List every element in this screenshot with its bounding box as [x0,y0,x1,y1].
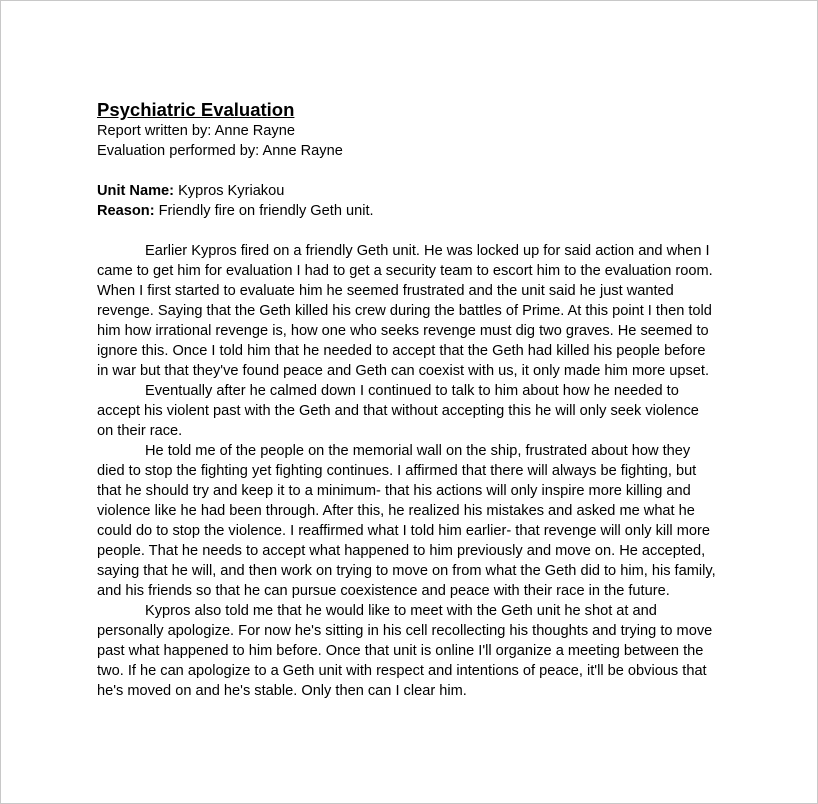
reason-label: Reason: [97,203,155,219]
unit-name-value: Kypros Kyriakou [174,183,285,199]
paragraph-line: came to get him for evaluation I had to get a security team to escort him to the evaluation room. [97,263,713,279]
paragraph-line: When I first started to evaluate him he seemed frustrated and the unit said he just wanted [97,283,674,299]
paragraph-line: him how irrational revenge is, how one who seeks revenge must dig two graves. He seemed to [97,323,709,339]
unit-name-label: Unit Name: [97,183,175,199]
paragraph-line: Kypros also told me that he would like to meet with the Geth unit he shot at and [145,603,657,619]
paragraph-line: Earlier Kypros fired on a friendly Geth unit. He was locked up for said action and when I [145,243,710,259]
body-paragraph [97,441,725,601]
paragraph-line: in war but that they've found peace and Geth can coexist with us, it only made him more upset. [97,363,710,379]
spacer [97,221,725,241]
spacer [97,161,725,181]
paragraph-line: ignore this. Once I told him that he needed to accept that the Geth had killed his people before [97,343,706,359]
paragraph-line: He told me of the people on the memorial wall on the ship, frustrated about how they [145,443,691,459]
body-paragraph [97,601,725,701]
body-paragraph [97,241,725,381]
paragraph-line: past what happened to him before. Once that unit is online I'll organize a meeting between the [97,643,704,659]
reason-row [97,201,725,221]
paragraph-line: on their race. [97,423,183,439]
document-content [97,99,725,701]
document-title: Psychiatric Evaluation [97,99,295,120]
paragraph-line: that he should try and keep it to a minimum- that his actions will only inspire more killing and [97,483,691,499]
paragraph-line: violence like he had been through. After this, he realized his mistakes and asked me what he [97,503,695,519]
report-author: Report written by: Anne Rayne [97,123,295,139]
paragraph-line: and his friends so that he can pursue coexistence and peace with their race in the future. [97,583,670,599]
paragraph-line: revenge. Saying that the Geth killed his crew during the battles of Prime. At this point I then told [97,303,712,319]
evaluator: Evaluation performed by: Anne Rayne [97,143,343,159]
paragraph-line: personally apologize. For now he's sitting in his cell recollecting his thoughts and trying to move [97,623,713,639]
reason-value: Friendly fire on friendly Geth unit. [154,203,374,219]
paragraph-line: people. That he needs to accept what happened to him previously and move on. He accepted, [97,543,706,559]
body-paragraph [97,381,725,441]
paragraph-line: he's moved on and he's stable. Only then can I clear him. [97,683,467,699]
paragraph-line: could do to stop the violence. I reaffirmed what I told him earlier- that revenge will only kill more [97,523,710,539]
paragraph-line: died to stop the fighting yet fighting continues. I affirmed that there will always be fighting, but [97,463,697,479]
unit-name-row [97,181,725,201]
paragraph-line: Eventually after he calmed down I continued to talk to him about how he needed to [145,383,679,399]
paragraph-line: two. If he can apologize to a Geth unit with respect and intentions of peace, it'll be obvious that [97,663,707,679]
paragraph-line: accept his violent past with the Geth and that without accepting this he will only seek violence [97,403,699,419]
paragraph-line: saying that he will, and then work on trying to move on from what the Geth did to him, his family, [97,563,716,579]
body-text [97,241,725,701]
